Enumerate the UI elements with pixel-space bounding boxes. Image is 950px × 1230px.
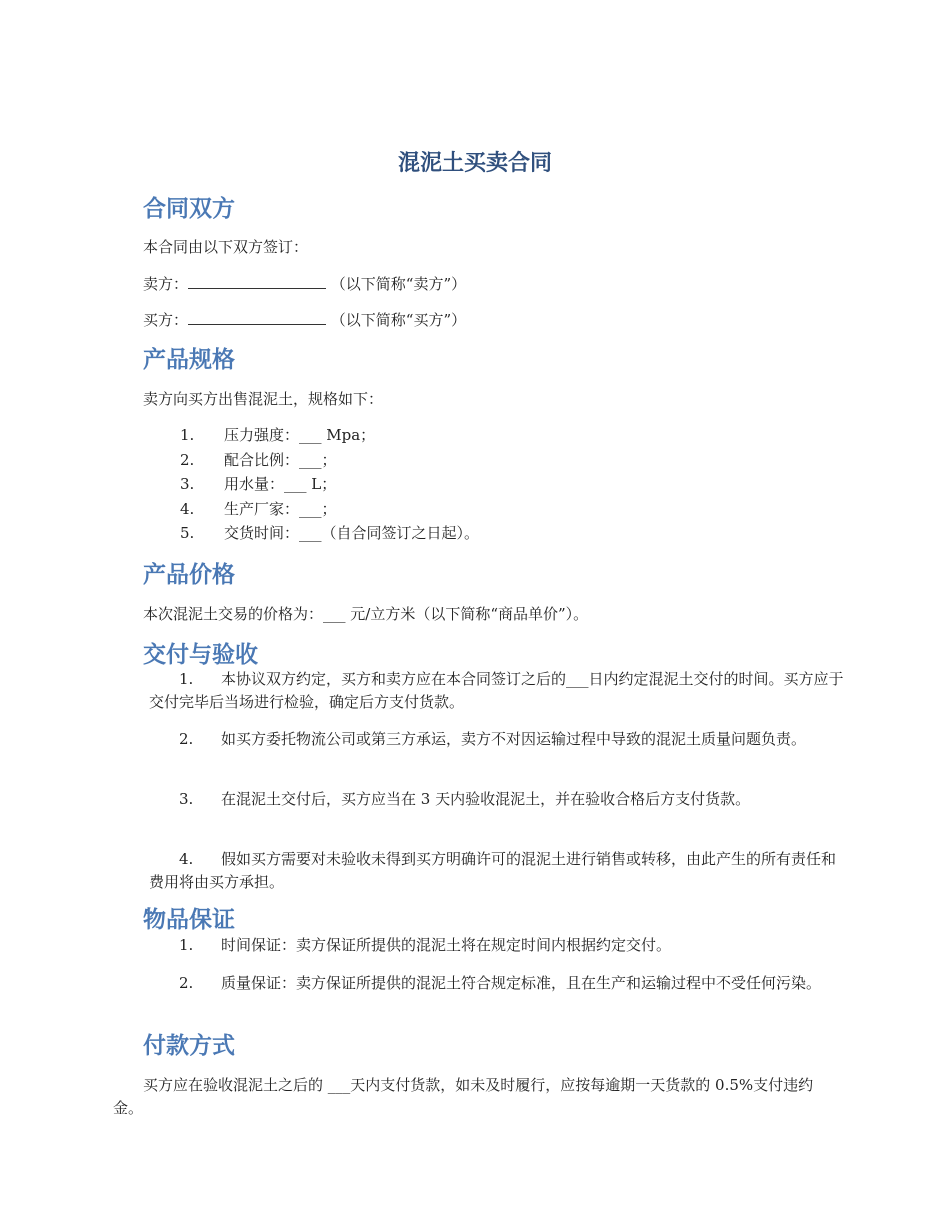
delivery-item-text: 在混泥土交付后，买方应当在 3 天内验收混泥土，并在验收合格后方支付货款。 [221, 790, 751, 808]
spec-item-number: 4. [180, 500, 195, 518]
delivery-item [149, 728, 849, 751]
delivery-item-number: 2. [179, 730, 194, 748]
section-heading-spec: 产品规格 [143, 347, 235, 373]
guarantee-item-text: 时间保证：卖方保证所提供的混泥土将在规定时间内根据约定交付。 [221, 936, 672, 954]
seller-blank [188, 272, 326, 289]
seller-note: （以下简称“卖方”） [330, 275, 467, 293]
delivery-item-number: 3. [179, 790, 194, 808]
payment-text: 买方应在验收混泥土之后的 ___天内支付货款，如未及时履行，应按每逾期一天货款的 0.5%支付违约金。 [113, 1076, 814, 1117]
spec-item [180, 449, 337, 471]
delivery-item [149, 668, 849, 714]
spec-item [180, 522, 479, 544]
spec-item [180, 424, 375, 446]
delivery-item-number: 4. [179, 850, 194, 868]
price-text: 本次混泥土交易的价格为：___ 元/立方米（以下简称“商品单价”）。 [143, 605, 589, 623]
spec-item-number: 5. [180, 524, 195, 542]
spec-item [180, 498, 337, 520]
buyer-note: （以下简称“买方”） [330, 311, 467, 329]
spec-item-text: 交货时间：___（自合同签订之日起）。 [224, 524, 480, 542]
guarantee-item-text: 质量保证：卖方保证所提供的混泥土符合规定标准，且在生产和运输过程中不受任何污染。 [221, 974, 822, 992]
spec-item-number: 3. [180, 475, 195, 493]
section-heading-payment: 付款方式 [143, 1033, 235, 1059]
spec-item-text: 配合比例：___； [224, 451, 337, 469]
section-heading-price: 产品价格 [143, 562, 235, 588]
section-heading-parties: 合同双方 [143, 196, 235, 222]
seller-line [143, 272, 466, 295]
section-heading-delivery: 交付与验收 [143, 642, 258, 668]
buyer-label: 买方： [143, 311, 189, 329]
guarantee-item-number: 1. [179, 936, 194, 954]
guarantee-item-number: 2. [179, 974, 194, 992]
spec-item-text: 用水量：___ L； [224, 475, 337, 493]
document-title: 混泥土买卖合同 [397, 151, 552, 176]
guarantee-item [149, 934, 849, 957]
section-heading-guarantee: 物品保证 [143, 907, 235, 933]
guarantee-item [149, 972, 849, 995]
seller-label: 卖方： [143, 275, 189, 293]
spec-item-number: 1. [180, 426, 195, 444]
delivery-item-number: 1. [179, 670, 194, 688]
delivery-item-text: 如买方委托物流公司或第三方承运，卖方不对因运输过程中导致的混泥土质量问题负责。 [221, 730, 807, 748]
spec-item-text: 压力强度：___ Mpa； [224, 426, 376, 444]
parties-intro: 本合同由以下双方签订： [143, 238, 309, 256]
delivery-item-text: 本协议双方约定，买方和卖方应在本合同签订之后的___日内约定混泥土交付的时间。买方应于交付完毕后当场进行检验，确定后方支付货款。 [149, 670, 844, 711]
spec-item [180, 473, 336, 495]
buyer-line [143, 308, 466, 331]
spec-item-number: 2. [180, 451, 195, 469]
buyer-blank [188, 308, 326, 325]
delivery-item-text: 假如买方需要对未验收未得到买方明确许可的混泥土进行销售或转移，由此产生的所有责任和费用将由买方承担。 [149, 850, 837, 891]
spec-item-text: 生产厂家：___； [224, 500, 337, 518]
delivery-item [149, 788, 849, 811]
spec-intro: 卖方向买方出售混泥土，规格如下： [143, 390, 384, 408]
delivery-item [149, 848, 849, 894]
